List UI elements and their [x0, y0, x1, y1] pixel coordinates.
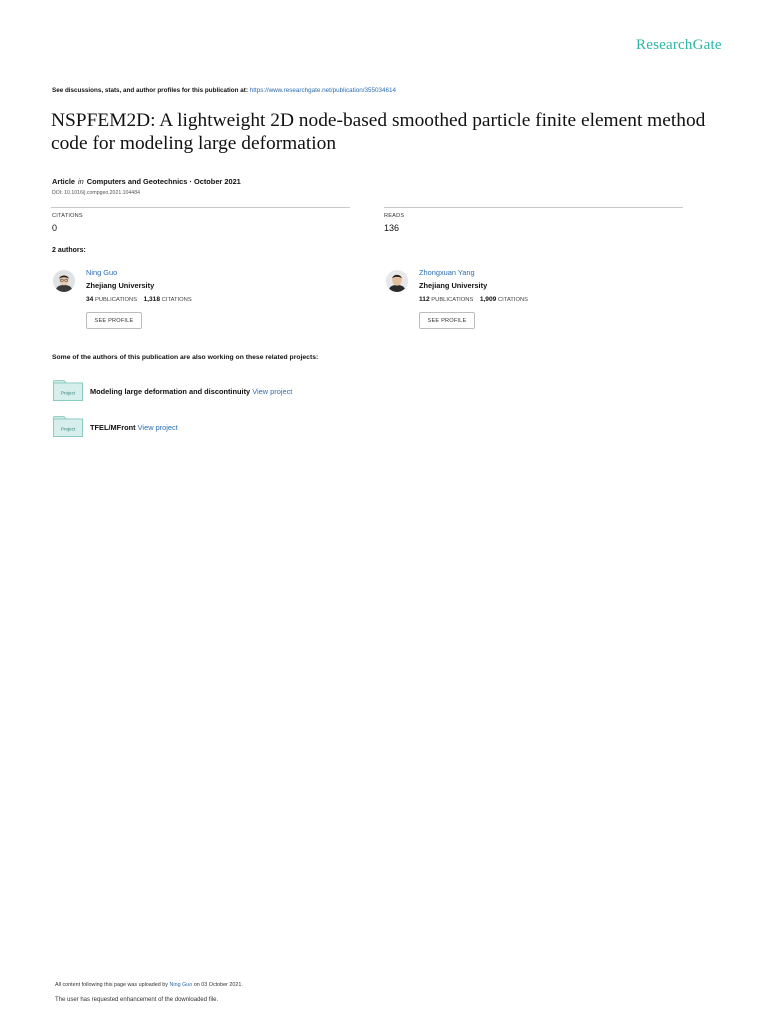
see-profile-button[interactable]: SEE PROFILE [419, 312, 475, 329]
upload-suffix: on 03 October 2021. [193, 982, 243, 988]
project-item [90, 423, 178, 432]
author-stats [86, 296, 192, 303]
reads-value: 136 [384, 223, 400, 233]
authors-heading: 2 authors: [52, 247, 86, 254]
uploader-link[interactable]: Ning Guo [169, 982, 193, 988]
publications-label: PUBLICATIONS [431, 297, 474, 303]
view-project-link[interactable]: View project [252, 387, 293, 396]
doi: DOI: 10.1016/j.compgeo.2021.104484 [52, 190, 140, 196]
journal-name: Computers and Geotechnics · October 2021 [86, 177, 241, 186]
publications-count: 34 [86, 296, 94, 303]
publication-title: NSPFEM2D: A lightweight 2D node-based smoothed particle finite element method code for modeling large deformation [51, 110, 706, 154]
project-name: Modeling large deformation and discontinuity [90, 387, 251, 396]
project-folder-icon [53, 379, 83, 401]
avatar[interactable] [386, 270, 408, 292]
citations-label: CITATIONS [161, 297, 192, 303]
publication-meta [52, 177, 241, 186]
publication-type: Article [52, 177, 76, 186]
author-name-link[interactable]: Zhongxuan Yang [419, 268, 475, 277]
svg-text:Project: Project [60, 390, 76, 396]
reads-label: READS [384, 213, 405, 219]
svg-text:Project: Project [60, 426, 76, 432]
citations-count: 1,318 [143, 296, 161, 303]
author-name-link[interactable]: Ning Guo [86, 268, 118, 277]
reads-divider [384, 207, 683, 208]
project-item [90, 387, 292, 396]
project-name: TFEL/MFront [90, 423, 136, 432]
author-institution: Zhejiang University [86, 281, 155, 290]
citations-value: 0 [52, 223, 58, 233]
intro-text: See discussions, stats, and author profiles for this publication at: [52, 87, 248, 94]
avatar[interactable] [53, 270, 75, 292]
see-profile-button[interactable]: SEE PROFILE [86, 312, 142, 329]
projects-heading: Some of the authors of this publication are also working on these related projects: [52, 354, 319, 361]
publications-label: PUBLICATIONS [94, 297, 138, 303]
citations-label: CITATIONS [52, 213, 83, 219]
publication-link[interactable]: https://www.researchgate.net/publication/355034614 [249, 87, 397, 94]
view-project-link[interactable]: View project [137, 423, 178, 432]
author-institution: Zhejiang University [419, 281, 488, 290]
enhancement-note: The user has requested enhancement of the downloaded file. [55, 997, 219, 1003]
citations-count: 1,909 [479, 296, 497, 303]
project-folder-icon [53, 415, 83, 437]
researchgate-logo[interactable]: ResearchGate [636, 37, 722, 53]
publications-count: 112 [419, 296, 430, 303]
in-word: in [78, 177, 84, 186]
intro-line [52, 87, 396, 94]
upload-prefix: All content following this page was uploaded by [55, 982, 168, 988]
author-stats [419, 296, 528, 303]
citations-divider [51, 207, 350, 208]
upload-note [55, 982, 243, 988]
citations-label: CITATIONS [497, 297, 529, 303]
